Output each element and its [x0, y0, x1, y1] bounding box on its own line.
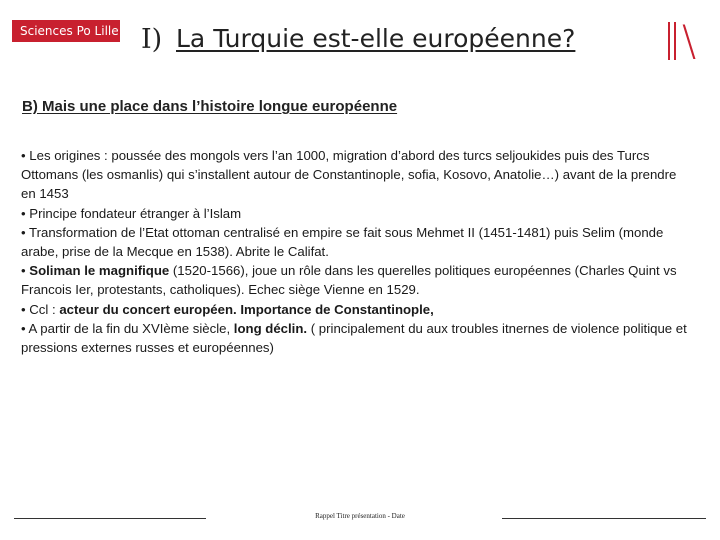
bullet-bold-text: long déclin. [233, 320, 308, 336]
bullet-item [21, 146, 691, 204]
footer-rule-right [502, 518, 706, 519]
bullet-text: • [21, 263, 30, 279]
bullet-item [21, 223, 691, 261]
bullet-text: • Ccl : [21, 301, 60, 317]
bullet-item [21, 300, 691, 319]
footer-rule-left [14, 518, 206, 519]
bullet-bold-text: Soliman le magnifique [29, 263, 170, 279]
bullet-text: • Les origines : poussée des mongols vers l’an 1000, migration d’abord des turcs seljoukides puis des Turcs Ottomans (les osmanlis) qui s’installent autour de Constantinople, sofia, Kosovo, Anatolie…) avant de la prendre en 1453 [21, 148, 677, 202]
bullet-text: ( principalement du aux troubles itnernes de violence politique et pressions externes russes et européennes) [21, 320, 687, 356]
decorative-bar [668, 22, 670, 60]
bullet-text: (1520-1566), joue un rôle dans les querelles politiques européennes (Charles Quint vs Francois Ier, protestants, catholiques). Echec siège Vienne en 1529. [21, 263, 677, 298]
logo: Sciences Po Lille [12, 20, 120, 42]
bullet-text: • Transformation de l’Etat ottoman centralisé en empire se fait sous Mehmet II (1451-1481) puis Selim (monde arabe, prise de la Mecque en 1538). Abrite le Califat. [21, 224, 664, 260]
bullet-item [21, 204, 691, 223]
bullet-bold-text: acteur du concert européen. Importance de Constantinople, [59, 301, 434, 317]
bullet-item [21, 319, 691, 357]
bullet-text: • Principe fondateur étranger à l’Islam [21, 205, 242, 221]
decorative-slash-icon [668, 16, 697, 65]
title-numeral: I) [141, 24, 163, 55]
bullet-item [21, 261, 691, 299]
page-title: La Turquie est-elle européenne? [176, 24, 576, 53]
slash-glyph: \ [682, 16, 697, 65]
footer-text: Rappel Titre présentation - Date [315, 512, 405, 520]
section-subtitle: B) Mais une place dans l’histoire longue européenne [22, 98, 398, 115]
bullet-text: • A partir de la fin du XVIème siècle, [21, 320, 234, 336]
bullet-list [21, 146, 691, 357]
decorative-bar [674, 22, 676, 60]
